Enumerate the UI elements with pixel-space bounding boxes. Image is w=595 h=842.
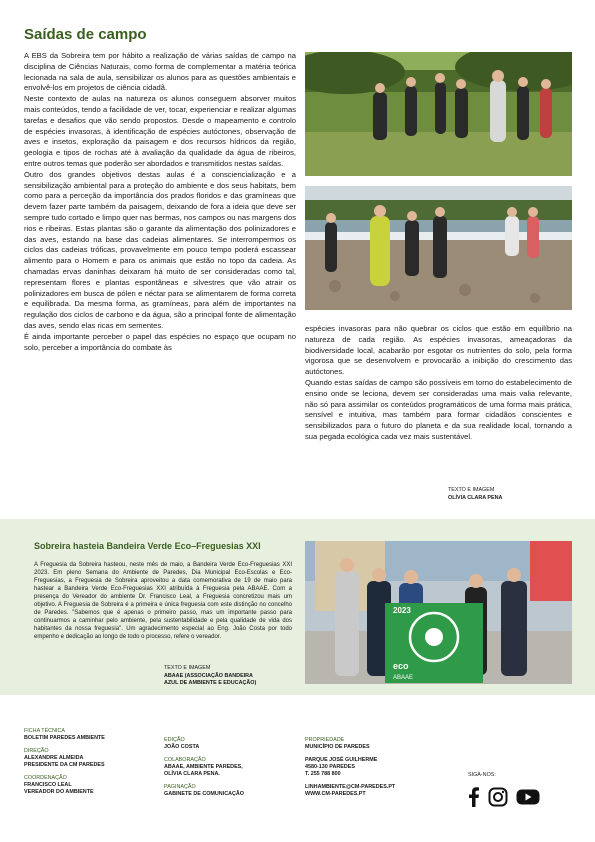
flag-credit-label: TEXTO E IMAGEM	[164, 665, 211, 671]
flag-article-credit	[164, 665, 256, 688]
flag-ceremony-photo	[305, 541, 572, 684]
flag-credit-name-1: ABAAE (ASSOCIAÇÃO BANDEIRA	[164, 672, 253, 679]
address-line-1: PARQUE JOSÉ GUILHERME	[305, 757, 378, 763]
coordenacao-value-1: FRANCISCO LEAL	[24, 782, 72, 788]
colaboracao-value-2: OLÍVIA CLARA PENA.	[164, 771, 220, 777]
instagram-icon[interactable]	[488, 787, 508, 807]
flag-credit-name-2: AZUL DE AMBIENTE E EDUCAÇÃO)	[164, 680, 257, 686]
coordenacao-value-2: VEREADOR DO AMBIENTE	[24, 789, 94, 795]
facebook-icon[interactable]	[464, 787, 484, 807]
follow-label: SIGA-NOS:	[468, 772, 496, 778]
credit-name: OLÍVIA CLARA PENA	[448, 494, 503, 501]
article-text-left-body: A EBS da Sobreira tem por hábito a realização de várias saídas de campo na disciplina de Ciências Naturais, como forma de complementar a matéria teórica lecionada na sala de aula, sensibilizar os alunos para as questões ambientais e envolvê-los em projetos de ciência cidadã. Neste contexto de aulas na natureza os alunos conseguem absorver muitos mais conteúdos, tendo a facilidade de ver, tocar, experienciar e realizar algumas tarefas e desafios que vão sendo propostos. Desde o mapeamento e controlo de espécies invasoras, à identificação de espécies autóctones, observação de aves e insetos, exploração da paisagem e dos recursos hídricos da região, geologia e tipos de rochas até à avaliação da qualidade da água de ribeiros, entre outros temas que poderão ser abordados e transmitidos nestas saídas. Outro dos grandes objetivos destas aulas é a consciencialização e a sensibilização ambiental para a proteção do ambiente e dos seus habitats, bem como para a perceção da importância dos prados floridos e das gramíneas que devem fazer parte também da paisagem, deixando de fora a ideia que deve ser sempre tudo cortado e limpo quer nas bermas, nos campos ou nas margens dos rios e ribeiras. Estas plantas são o garante da alimentação dos polinizadores e das aves, estando na base das cadeias alimentares. Se interrompermos os ciclos das cadeias tróficas, provavelmente em pouco tempo poderá escassear alimento para o Homem e para os animais que estão no topo da cadeia. As chamadas ervas daninhas deixaram há muito de ser consideradas como tal, representam flores e plantas espontâneas e silvestres que vão atrair os polinizadores em busca de pólen e néctar para se alimentarem de forma correta e equilibrada. Da mesma forma, as gramíneas, para além de importantes na regulação dos ciclos de carbono e da água, são a principal fonte de alimentação das aves, sendo elas ricas em sementes. É ainda importante perceber o papel das espécies no espaço que ocupam no solo, perceber a importância do combate às	[24, 51, 296, 352]
flag-article-body: A Freguesia da Sobreira hasteou, neste mês de maio, a Bandeira Verde Eco-Freguesias XXI 2023. Em pleno Semana do Ambiente de Paredes, Dia Municipal Eco-Escolas e Eco-Freguesias, a Freguesia de Sobreira aproveitou a data comemorativa de 19 de maio para hastear a Bandeira Verde Eco-Freguesias XXI atribuída à Freguesia pela ABAAE. Com a presença do Vereador do ambiente Dr. Francisco Leal, a Freguesia concretizou mais um objetivo. A Freguesia de Sobreira é a primeira e única freguesia com este distinção no concelho de Paredes. "Sabemos que é apenas o primeiro passo, mas um importante passo para continuarmos a caminhar pelo ambiente, pela sustentabilidade e pela qualidade de vida dos habitantes da nossa freguesia". Um agradecimento especial ao Eng. João Costa por todo empenho e dedicação ao longo de todo o processo, refere o vereador.	[34, 562, 292, 640]
ficha-label: FICHA TÉCNICA	[24, 728, 65, 734]
flag-logo-text: eco	[393, 661, 409, 671]
email-link[interactable]: LINHAMBIENTE@CM-PAREDES.PT	[305, 784, 396, 790]
edicao-value: JOÃO COSTA	[164, 744, 200, 750]
paginacao-value: GABINETE DE COMUNICAÇÃO	[164, 791, 244, 797]
footer-edicao	[164, 737, 294, 798]
address-line-2: 4580-130 PAREDES	[305, 764, 355, 770]
direcao-label: DIREÇÃO	[24, 748, 49, 754]
direcao-value-1: ALEXANDRE ALMEIDA	[24, 755, 84, 761]
edicao-label: EDIÇÃO	[164, 737, 185, 743]
article-credit	[448, 487, 502, 502]
flag-article-text	[34, 561, 292, 641]
footer-propriedade	[305, 737, 455, 798]
footer-ficha	[24, 728, 154, 796]
ficha-value: BOLETIM PAREDES AMBIENTE	[24, 735, 105, 741]
flag-article-title: Sobreira hasteia Bandeira Verde Eco–Freguesias XXI	[34, 541, 261, 551]
website-link[interactable]: WWW.CM-PAREDES.PT	[305, 791, 366, 797]
flag-year-text: 2023	[393, 606, 411, 615]
field-trip-photo-2	[305, 186, 572, 310]
propriedade-value: MUNICÍPIO DE PAREDES	[305, 744, 370, 750]
flag-org-text: ABAAE	[393, 675, 414, 681]
article-text-right-body: espécies invasoras para não quebrar os ciclos que estão em equilíbrio na natureza de cada região. As espécies invasoras, ameaçadoras da biodiversidade local, acabarão por esgotar os nutrientes do solo, pela forma vigorosa que se desenvolvem e provocarão a inibição do crescimento das autóctones. Quando estas saídas de campo são possíveis em torno do estabelecimento de ensino onde se leciona, devem ser consideradas uma mais valia relevante, não só para assimilar os conteúdos programáticos de uma forma mais prática, sensível e intuitiva, mas também para formar cidadãos conscientes e sensibilizados para o futuro do planeta e da sua realidade local, tornando a sua pegada ecológica cada vez mais sustentável.	[305, 324, 572, 441]
youtube-icon[interactable]	[516, 787, 540, 807]
credit-label: TEXTO E IMAGEM	[448, 487, 495, 493]
phone-number: T. 255 788 800	[305, 771, 341, 777]
colaboracao-value-1: ABAAE, AMBIENTE PAREDES,	[164, 764, 243, 770]
article-text-right	[305, 324, 572, 443]
field-trip-photo-1	[305, 52, 572, 176]
coordenacao-label: COORDENAÇÃO	[24, 775, 67, 781]
article-title: Saídas de campo	[24, 26, 147, 43]
paginacao-label: PAGINAÇÃO	[164, 784, 196, 790]
propriedade-label: PROPRIEDADE	[305, 737, 345, 743]
colaboracao-label: COLABORAÇÃO	[164, 757, 206, 763]
article-text-left	[24, 51, 296, 353]
direcao-value-2: PRESIDENTE DA CM PAREDES	[24, 762, 105, 768]
